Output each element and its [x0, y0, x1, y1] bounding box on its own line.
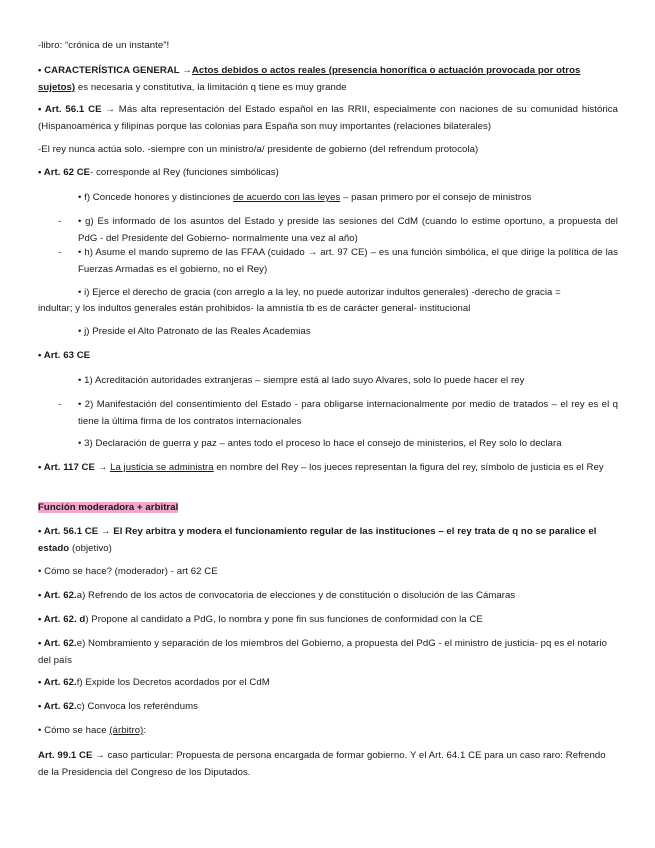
art-62-d: • Art. 62. d) Propone al candidato a PdG, lo nombra y pone fin sus funciones de conformidad con la CE	[38, 614, 483, 625]
how-arbiter: • Cómo se hace (árbitro):	[38, 725, 147, 736]
section-heading-moderating: Función moderadora + arbitral	[38, 502, 179, 513]
general-characteristic: • CARACTERÍSTICA GENERAL →Actos debidos o actos reales (presencia honorífica o actuación provocada por otros sujetos) es necesaria y constitutiva, la limitación q tiene es muy grande	[38, 65, 581, 93]
item-j-academies: • j) Preside el Alto Patronato de las Reales Academias	[78, 326, 311, 337]
art-62-a: • Art. 62.a) Refrendo de los actos de convocatoria de elecciones y de constitución o disolución de las Cámaras	[38, 590, 516, 601]
item-i-grace-line1: • i) Ejerce el derecho de gracia (con arreglo a la ley, no puede autorizar indultos generales) -derecho de gracia =	[78, 287, 561, 298]
item-g-informed: • g) Es informado de los asuntos del Estado y preside las sesiones del CdM (cuando lo estime oportuno, a propuesta del PdG - del Presidente del Gobierno- normalmente una vez al año)	[78, 216, 618, 244]
art-62-c: • Art. 62.c) Convoca los referéndums	[38, 701, 198, 712]
art-117-justice: • Art. 117 CE → La justicia se administra en nombre del Rey – los jueces representan la figura del rey, símbolo de justicia es el Rey	[38, 462, 604, 473]
art-56-1-representation: • Art. 56.1 CE → Más alta representación del Estado español en las RRII, especialmente con naciones de su comunidad histórica (Hispanoamérica y filipinas porque las colonias para España son muy importantes (relaciones bilaterales)	[38, 104, 618, 132]
item-i-grace-line2: indultar; y los indultos generales están prohibidos- la amnistía tb es de carácter general- institucional	[38, 303, 471, 314]
note-book-line: -libro: “crónica de un instante”!	[38, 40, 170, 51]
dash-marker: -	[58, 247, 62, 258]
art-62-heading: • Art. 62 CE- corresponde al Rey (funciones simbólicas)	[38, 167, 279, 178]
how-moderator: • Cómo se hace? (moderador) - art 62 CE	[38, 566, 218, 577]
item-2-consent: • 2) Manifestación del consentimiento del Estado - para obligarse internacionalmente por medio de tratados – el rey es el q tiene la última firma de los contratos internacionales	[78, 399, 618, 427]
art-62-e: • Art. 62.e) Nombramiento y separación de los miembros del Gobierno, a propuesta del PdG - el ministro de justicia- pq es el notario del país	[38, 638, 607, 666]
dash-marker: -	[58, 399, 62, 410]
item-f-honours: • f) Concede honores y distinciones de acuerdo con las leyes – pasan primero por el consejo de ministros	[78, 192, 532, 203]
king-never-alone-note: -El rey nunca actúa solo. -siempre con un ministro/a/ presidente de gobierno (del refrendum protocola)	[38, 144, 479, 155]
item-1-accreditation: • 1) Acreditación autoridades extranjeras – siempre está al lado suyo Alvares, solo lo puede hacer el rey	[78, 375, 525, 386]
item-h-armed-forces: • h) Asume el mando supremo de las FFAA (cuidado → art. 97 CE) – es una función simbólica, el que dirige la política de las Fuerzas Armadas es el gobierno, no el Rey)	[78, 247, 618, 275]
art-62-f: • Art. 62.f) Expide los Decretos acordados por el CdM	[38, 677, 270, 688]
item-3-war-peace: • 3) Declaración de guerra y paz – antes todo el proceso lo hace el consejo de ministerios, el Rey solo lo declara	[78, 438, 562, 449]
dash-marker: -	[58, 216, 62, 227]
art-63-heading: • Art. 63 CE	[38, 350, 91, 361]
art-99-1: Art. 99.1 CE → caso particular: Propuesta de persona encargada de formar gobierno. Y el Art. 64.1 CE para un caso raro: Refrendo de la Presidencia del Congreso de los Diputados.	[38, 750, 606, 778]
art-56-1-arbitrate: • Art. 56.1 CE → El Rey arbitra y modera el funcionamiento regular de las instituciones – el rey trata de q no se paralice el estado (objetivo)	[38, 526, 597, 554]
